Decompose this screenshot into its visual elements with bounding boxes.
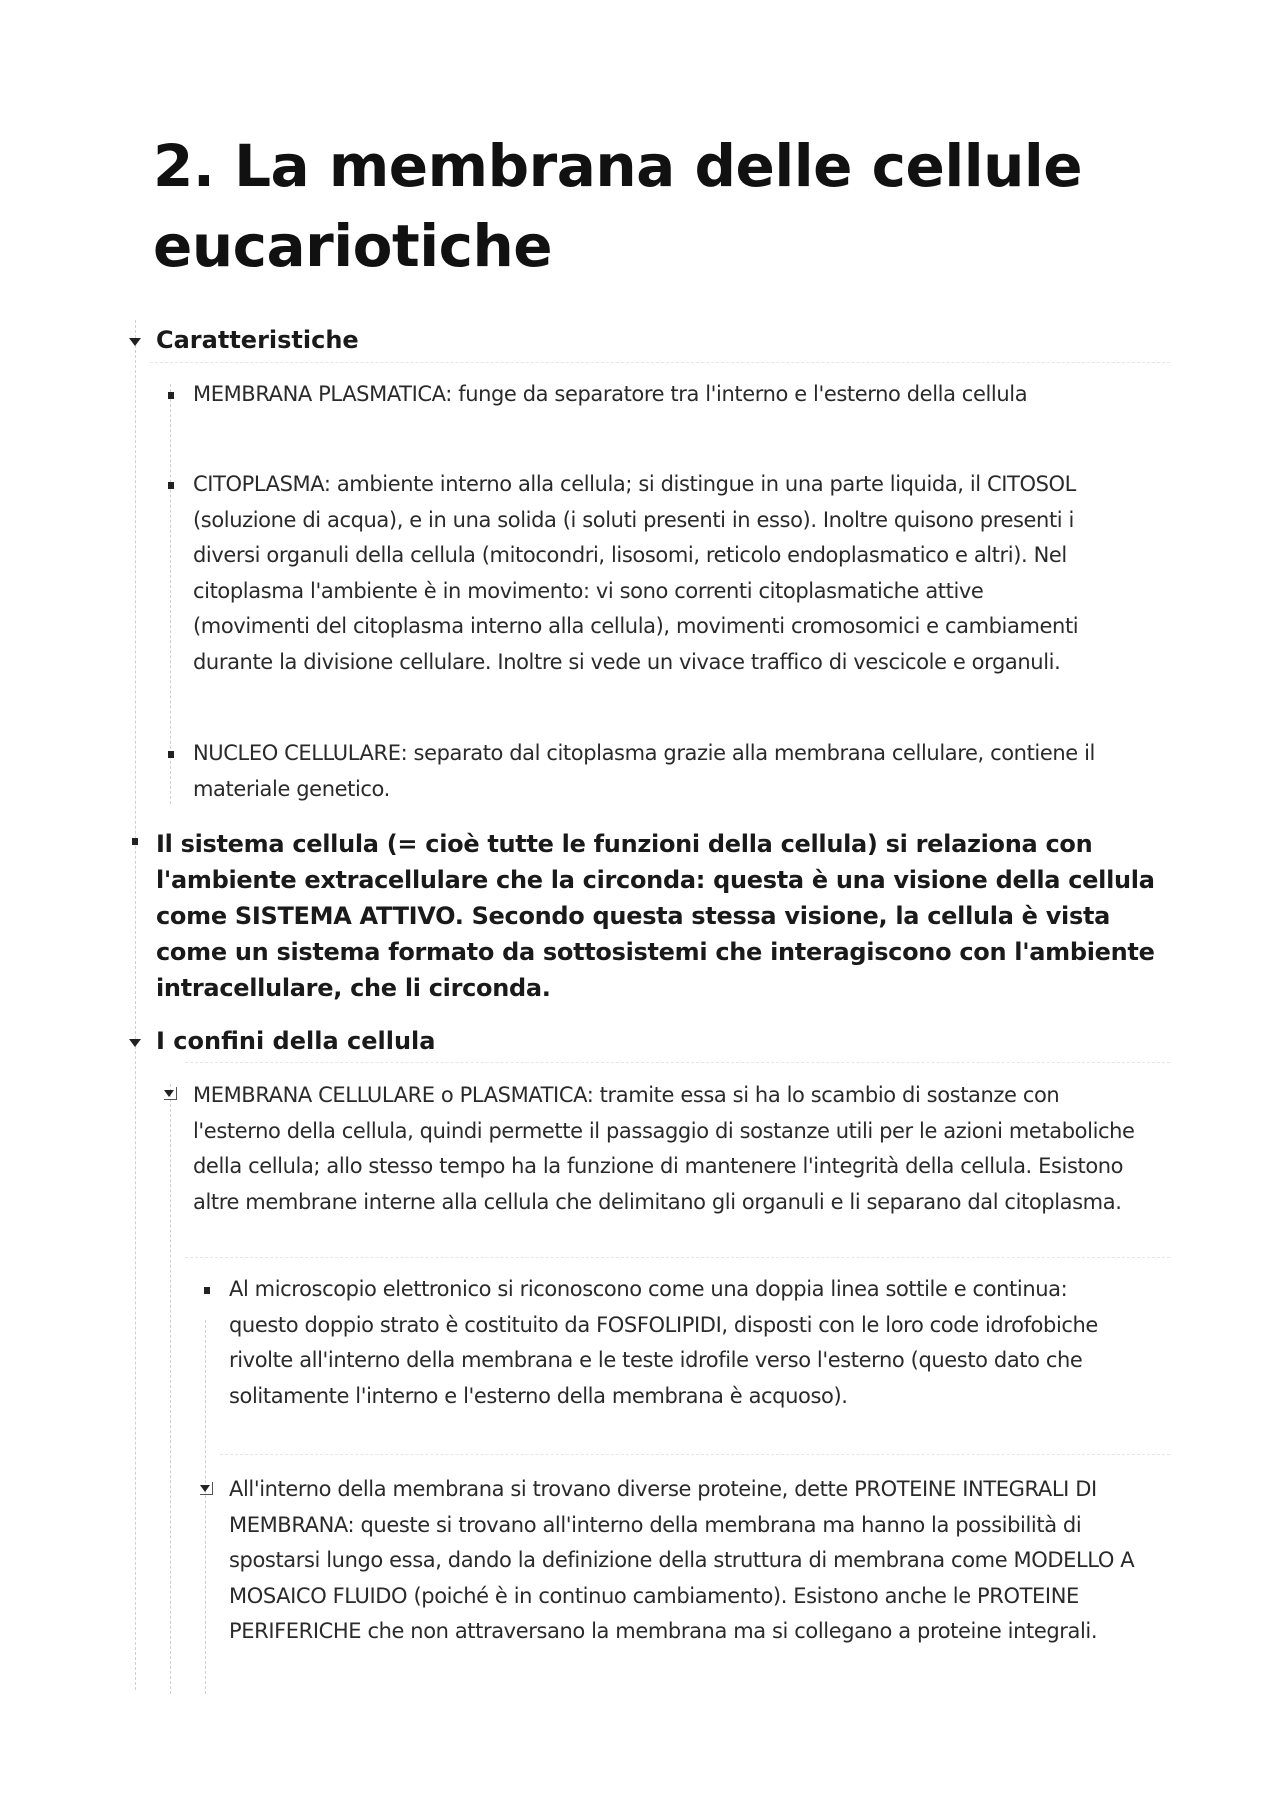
bullet-square-icon	[132, 838, 138, 845]
page-title: 2. La membrana delle cellule eucariotiche	[153, 132, 1083, 280]
bullet-square-icon	[204, 1287, 210, 1294]
bold-paragraph-sistema-cellula: Il sistema cellula (= cioè tutte le funzioni della cellula) si relaziona con l'ambiente extracellulare che la circonda: questa è una visione della cellula come SISTEMA ATTIVO. Secondo questa stessa visione, la cellula è vista come un sistema formato da sottosistemi che interagiscono con l'ambiente intracellulare, che li circonda.	[156, 830, 1155, 1002]
guide-line-outer	[135, 320, 136, 1690]
list-item-nucleo-cellulare: NUCLEO CELLULARE: separato dal citoplasma grazie alla membrana cellulare, contiene il materiale genetico.	[193, 741, 1095, 801]
list-item-citoplasma: CITOPLASMA: ambiente interno alla cellula; si distingue in una parte liquida, il CITOSOL (soluzione di acqua), e in una solida (i soluti presenti in esso). Inoltre quisono presenti i diversi organuli della cellula (mitocondri, lisosomi, reticolo endoplasmatico e altri). Nel citoplasma l'ambiente è in movimento: vi sono correnti citoplasmatiche attive (movimenti del citoplasma interno alla cellula), movimenti cromosomici e cambiamenti durante la divisione cellulare. Inoltre si vede un vivace traffico di vescicole e organuli.	[193, 472, 1079, 674]
toggle-proteine-integrali-chevron-down-icon[interactable]	[200, 1482, 213, 1495]
list-item-microscopio: Al microscopio elettronico si riconoscono come una doppia linea sottile e continua: questo doppio strato è costituito da FOSFOLIPIDI, disposti con le loro code idrofobiche rivolte all'interno della membrana e le teste idrofile verso l'esterno (questo dato che solitamente l'interno e l'esterno della membrana è acquoso).	[229, 1277, 1098, 1408]
list-item-membrana-plasmatica: MEMBRANA PLASMATICA: funge da separatore tra l'interno e l'esterno della cellula	[193, 382, 1028, 406]
toggle-caratteristiche-chevron-down-icon[interactable]	[129, 338, 141, 346]
section-heading-confini: I confini della cellula	[156, 1027, 436, 1055]
toggle-confini-chevron-down-icon[interactable]	[129, 1039, 141, 1047]
guide-line-section3	[170, 1084, 171, 1694]
divider-line	[185, 1257, 1170, 1258]
guide-line-section1	[170, 384, 171, 804]
list-item-membrana-cellulare: MEMBRANA CELLULARE o PLASMATICA: tramite essa si ha lo scambio di sostanze con l'esterno della cellula, quindi permette il passaggio di sostanze utili per le azioni metaboliche della cellula; allo stesso tempo ha la funzione di mantenere l'integrità della cellula. Esistono altre membrane interne alla cellula che delimitano gli organuli e li separano dal citoplasma.	[193, 1083, 1135, 1214]
divider-line	[185, 1062, 1170, 1063]
bullet-square-icon	[168, 392, 174, 399]
list-item-proteine-integrali: All'interno della membrana si trovano diverse proteine, dette PROTEINE INTEGRALI DI MEMBRANA: queste si trovano all'interno della membrana ma hanno la possibilità di spostarsi lungo essa, dando la definizione della struttura di membrana come MODELLO A MOSAICO FLUIDO (poiché è in continuo cambiamento). Esistono anche le PROTEINE PERIFERICHE che non attraversano la membrana ma si collegano a proteine integrali.	[229, 1477, 1135, 1643]
toggle-membrana-cellulare-chevron-down-icon[interactable]	[164, 1087, 177, 1100]
divider-line	[150, 362, 1170, 363]
bullet-square-icon	[168, 751, 174, 758]
guide-line-nested	[205, 1320, 206, 1694]
divider-line	[220, 1454, 1170, 1455]
bullet-square-icon	[168, 482, 174, 489]
section-heading-caratteristiche: Caratteristiche	[156, 326, 359, 354]
